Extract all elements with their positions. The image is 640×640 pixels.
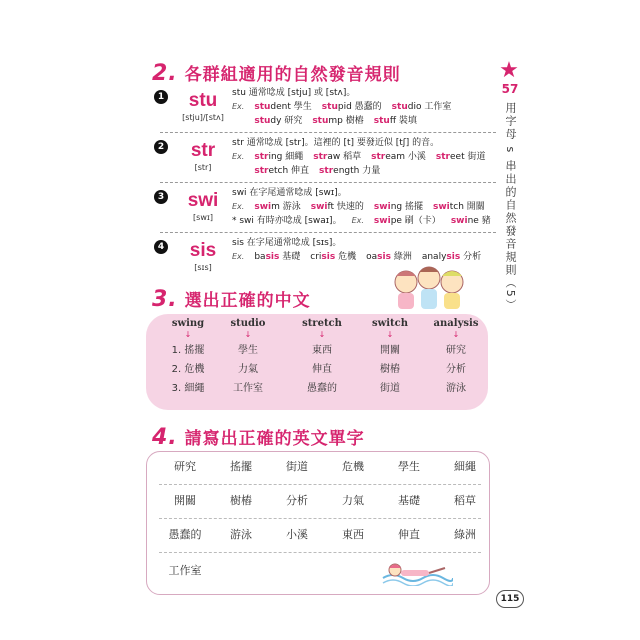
example-row <box>232 200 491 214</box>
example-rest: dio 工作室 <box>407 102 452 112</box>
example-row <box>232 100 451 114</box>
example-highlight: str <box>319 166 334 176</box>
example-rest: etch 伸直 <box>268 166 310 176</box>
example-word <box>254 114 302 128</box>
rule-body <box>232 236 481 264</box>
example-highlight: sis <box>446 252 461 262</box>
example-rest: eet 街道 <box>450 152 486 162</box>
rule-key <box>180 140 226 172</box>
example-rest: pe 刷（卡） <box>390 216 441 226</box>
example-highlight: stu <box>391 102 408 112</box>
swimmer-illustration <box>381 558 453 586</box>
example-word <box>366 250 412 264</box>
rule-divider <box>160 182 496 183</box>
example-rest: ne 豬 <box>467 216 491 226</box>
answer-line[interactable] <box>159 484 481 485</box>
rule-ipa: [swɪ] <box>193 213 213 222</box>
example-word <box>322 100 382 114</box>
rule-letters: sis <box>189 240 217 261</box>
example-highlight: str <box>371 152 386 162</box>
rule-description: str 通常唸成 [str]。這裡的 [t] 要發近似 [tʃ] 的音。 <box>232 138 440 148</box>
section3-heading <box>152 286 311 312</box>
choice-column <box>290 318 354 398</box>
choice-option[interactable]: 伸直 <box>312 364 332 375</box>
star-icon: ★ <box>499 58 519 83</box>
side-unit-number: 57 <box>501 82 519 96</box>
example-word <box>422 250 481 264</box>
answer-line[interactable] <box>159 552 481 553</box>
example-rest: 分析 <box>460 252 482 262</box>
chinese-prompt: 學生 <box>398 460 420 473</box>
down-arrow-icon: ↓ <box>318 330 326 339</box>
example-rest: ength 力量 <box>333 166 381 176</box>
page-number: 115 <box>496 590 524 608</box>
example-rest: eam 小溪 <box>385 152 426 162</box>
example-highlight: str <box>254 166 269 176</box>
example-highlight: swi <box>373 216 391 226</box>
section2-heading <box>152 60 401 86</box>
example-word <box>254 250 300 264</box>
example-highlight: stu <box>312 116 329 126</box>
example-word <box>374 200 423 214</box>
choice-column <box>216 318 280 398</box>
choice-english-word: switch <box>371 318 408 329</box>
example-word <box>319 164 380 178</box>
choice-option[interactable]: 2. 危機 <box>171 364 205 375</box>
chinese-prompt: 開關 <box>174 494 196 507</box>
rule-divider <box>160 132 496 133</box>
chinese-prompt: 力氣 <box>342 494 364 507</box>
rule-number-badge: 1 <box>154 90 168 104</box>
example-rest: mp 樹樁 <box>328 116 364 126</box>
section4-heading <box>152 424 365 450</box>
chinese-prompt: 街道 <box>286 460 308 473</box>
example-rest: ng 搖擺 <box>390 202 423 212</box>
rule-key <box>180 240 226 272</box>
example-prefix: cri <box>310 252 322 262</box>
example-rest: 基礎 <box>279 252 301 262</box>
example-rest: ff 裝填 <box>389 116 417 126</box>
rule-letters: swi <box>187 190 219 211</box>
chinese-prompt: 東西 <box>342 528 364 541</box>
example-rest: ing 細繩 <box>268 152 304 162</box>
section2-title: 各群組適用的自然發音規則 <box>184 65 401 85</box>
writing-grid <box>146 451 490 595</box>
example-rest: 危機 <box>335 252 357 262</box>
example-word <box>374 214 441 228</box>
example-highlight: sis <box>377 252 391 262</box>
example-word <box>451 214 491 228</box>
choice-english-word: swing <box>171 318 205 329</box>
example-word <box>254 100 311 114</box>
rule-description: swi 在字尾通常唸成 [swɪ]。 <box>232 188 347 198</box>
rule-note: * swi 有時亦唸成 [swaɪ]。 <box>232 216 342 226</box>
choice-option[interactable]: 樹樁 <box>380 364 400 375</box>
chinese-prompt: 危機 <box>342 460 364 473</box>
section3-number: 3. <box>152 287 178 312</box>
rule-key <box>180 90 226 122</box>
choice-option[interactable]: 1. 搖擺 <box>171 345 205 356</box>
choice-column <box>424 318 488 398</box>
choice-option[interactable]: 街道 <box>380 383 400 394</box>
rule-divider <box>160 232 496 233</box>
rule-letters: stu <box>188 90 218 111</box>
choice-option[interactable]: 東西 <box>312 345 332 356</box>
example-highlight: sis <box>321 252 336 262</box>
example-word <box>312 114 363 128</box>
side-label <box>498 60 522 312</box>
example-highlight: stu <box>254 102 271 112</box>
example-tag: Ex. <box>232 152 245 161</box>
down-arrow-icon: ↓ <box>386 330 394 339</box>
down-arrow-icon: ↓ <box>244 330 252 339</box>
chinese-prompt: 樹樁 <box>230 494 252 507</box>
chinese-prompt: 伸直 <box>398 528 420 541</box>
example-row <box>232 250 481 264</box>
example-word <box>254 200 300 214</box>
chinese-prompt: 工作室 <box>168 564 202 577</box>
example-highlight: str <box>313 152 328 162</box>
example-highlight: swi <box>254 202 272 212</box>
example-highlight: sis <box>265 252 280 262</box>
rule-number-badge: 3 <box>154 190 168 204</box>
rule-ipa: [sɪs] <box>194 263 212 272</box>
section4-number: 4. <box>152 425 178 450</box>
choice-column <box>156 318 220 398</box>
example-word <box>433 200 485 214</box>
rule-letters: str <box>190 140 216 161</box>
chinese-prompt: 細繩 <box>454 460 476 473</box>
choice-option[interactable]: 開關 <box>380 345 400 356</box>
down-arrow-icon: ↓ <box>452 330 460 339</box>
example-tag: Ex. <box>232 252 245 261</box>
rule-body <box>232 186 491 228</box>
chinese-prompt: 愚蠢的 <box>168 528 202 541</box>
example-word <box>392 100 452 114</box>
example-word <box>311 200 364 214</box>
example-rest: 綠洲 <box>390 252 412 262</box>
choice-column <box>358 318 422 398</box>
example-highlight: str <box>435 152 450 162</box>
chinese-prompt: 小溪 <box>286 528 308 541</box>
example-prefix: analy <box>421 252 447 262</box>
section3-title: 選出正確的中文 <box>184 291 311 311</box>
down-arrow-icon: ↓ <box>184 330 192 339</box>
rule-ipa: [stju]/[stʌ] <box>182 113 224 122</box>
example-highlight: stu <box>254 116 271 126</box>
example-rest: m 游泳 <box>271 202 301 212</box>
section2-number: 2. <box>152 61 178 86</box>
chinese-prompt: 搖擺 <box>230 460 252 473</box>
children-illustration <box>384 264 474 312</box>
rule-description: sis 在字尾通常唸成 [sɪs]。 <box>232 238 342 248</box>
example-word <box>374 114 417 128</box>
choice-english-word: stretch <box>302 318 342 329</box>
rule-key <box>180 190 226 222</box>
example-word <box>313 150 361 164</box>
example-word <box>310 250 356 264</box>
rule-body <box>232 136 485 178</box>
example-tag: Ex. <box>232 102 245 111</box>
example-word <box>254 164 309 178</box>
example-word <box>254 150 303 164</box>
rule-number-badge: 2 <box>154 140 168 154</box>
example-highlight: str <box>254 152 269 162</box>
chinese-prompt: 綠洲 <box>454 528 476 541</box>
example-rest: pid 愚蠢的 <box>337 102 382 112</box>
example-rest: tch 開關 <box>449 202 485 212</box>
choice-option[interactable]: 力氣 <box>238 364 258 375</box>
example-row <box>232 150 485 164</box>
example-rest: dent 學生 <box>270 102 312 112</box>
chinese-prompt: 基礎 <box>398 494 420 507</box>
rule-ipa: [str] <box>194 163 212 172</box>
note-row <box>232 214 491 228</box>
example-highlight: swi <box>432 202 450 212</box>
section4-title: 請寫出正確的英文單字 <box>184 429 365 449</box>
choice-option[interactable]: 研究 <box>446 345 466 356</box>
side-unit-title: 用字母 s 串出的自然發音規則（5） <box>504 102 517 312</box>
chinese-prompt: 分析 <box>286 494 308 507</box>
choice-english-word: studio <box>230 318 266 329</box>
example-rest: aw 稻草 <box>327 152 362 162</box>
chinese-prompt: 稻草 <box>454 494 476 507</box>
example-tag: Ex. <box>232 202 245 211</box>
example-highlight: stu <box>373 116 390 126</box>
example-prefix: ba <box>254 252 266 262</box>
chinese-prompt: 游泳 <box>230 528 252 541</box>
example-row <box>232 114 451 128</box>
choice-option[interactable]: 游泳 <box>446 383 466 394</box>
chinese-prompt: 研究 <box>174 460 196 473</box>
rule-body <box>232 86 451 128</box>
choice-option[interactable]: 3. 細繩 <box>171 383 205 394</box>
choice-option[interactable]: 學生 <box>238 345 258 356</box>
example-highlight: swi <box>373 202 391 212</box>
example-highlight: swi <box>310 202 328 212</box>
example-word <box>371 150 426 164</box>
example-prefix: oa <box>366 252 378 262</box>
answer-line[interactable] <box>159 518 481 519</box>
choice-option[interactable]: 愚蠢的 <box>307 383 337 394</box>
example-word <box>436 150 486 164</box>
example-rest: dy 研究 <box>270 116 303 126</box>
example-row <box>232 164 485 178</box>
example-rest: ft 快速的 <box>327 202 364 212</box>
rule-number-badge: 4 <box>154 240 168 254</box>
example-tag: Ex. <box>351 216 364 225</box>
choice-english-word: analysis <box>433 318 479 329</box>
choice-option[interactable]: 工作室 <box>233 383 263 394</box>
example-highlight: stu <box>321 102 338 112</box>
example-highlight: swi <box>450 216 468 226</box>
choice-option[interactable]: 分析 <box>446 364 466 375</box>
rule-description: stu 通常唸成 [stju] 或 [stʌ]。 <box>232 88 356 98</box>
